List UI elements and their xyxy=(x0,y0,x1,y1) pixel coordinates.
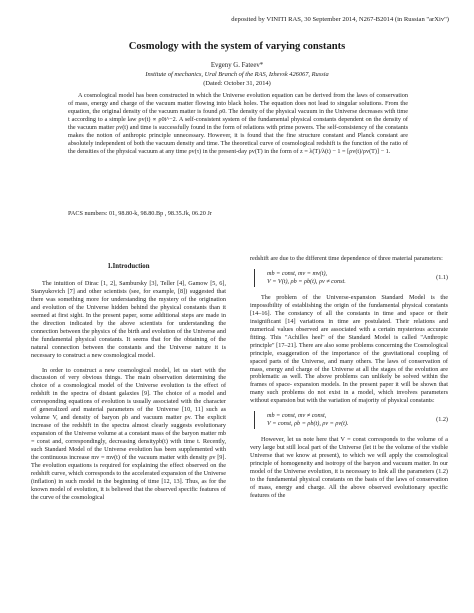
equation-body xyxy=(261,412,428,429)
paragraph: In order to construct a new cosmological model, let us start with the discussion of very obvious things. The main observation determining the choice of a cosmological model of the Universe evolution is the effect of redshift in the spectra of distant galaxies [9]. The choice of a model and corresponding equations of evolution is usually associated with the character of generalized and material parameters of the Universe [10, 11] such as volume V, and density of baryon ρb and vacuum matter ρv. The explicit increase of the redshift in the spectra almost clearly suggests evolutionary expansion of the Universe volume at a constant mass of the baryon matter mb = const and, correspondingly, decreasing densityρb(t) with time t. Recently, such Standard Model of the Universe evolution has been supplemented with the continuous increase mv = mv(t) of the vacuum matter with density ρv [9]. The evolution equations is required for explaining the effect observed on the redshift curve, which corresponds to the accelerated expansion of the Universe (inflation) in such model in the beginning of time [12, 13]. Thus, as for the known model of evolution, it is believed that the observed specific features of the curve of the cosmological xyxy=(31,366,227,501)
paper-title: Cosmology with the system of varying constants xyxy=(128,41,346,52)
section-title: 1.Introduction xyxy=(107,263,150,270)
equation-1-2 xyxy=(250,411,448,429)
pacs-numbers: PACS numbers: 01, 98.80-k, 98.80.Bp , 98.35.Jk, 06.20 Jr xyxy=(68,210,212,217)
equation-bracket xyxy=(254,269,255,287)
equation-body xyxy=(261,270,428,287)
author: Evgeny G. Fateev* xyxy=(210,62,264,69)
equation-1-1 xyxy=(250,269,448,287)
right-column xyxy=(250,255,448,500)
paragraph-gap xyxy=(31,360,226,367)
left-column xyxy=(31,263,226,502)
equation-line: V = const, ρb = ρb(t), ρv = ρv(t). xyxy=(267,420,349,428)
equation-bracket xyxy=(254,411,255,429)
affiliation: Institute of mechanics, Ural Branch of the RAS, Izhevsk 426067, Russia xyxy=(145,71,329,78)
equation-line: mb = const, mv ≠ const, xyxy=(267,411,327,419)
equation-number: (1.1) xyxy=(436,273,448,281)
date-line: (Dated: October 31, 2014) xyxy=(203,80,271,87)
equation-line: mb = const, mv = mv(t), xyxy=(267,269,328,277)
abstract: A cosmological model has been constructed in which the Universe evolution equation can be derived from the laws of conservation of mass, energy and charge of the vacuum matter flowing into black holes. The equation does not lead to singular solutions. From the equation, the original density of the vacuum matter is found ρ0. The density of the physical vacuum in the Universe decreases with time t according to a simple law ρv(t) ∝ ρ0t^−2. A self-consistent system of the fundamental physical constants dependent on the density of the vacuum matter ρv(t) and time is successfully found in the form of relations with prime powers. The self-consistency of the constants makes the notion of anthropic principle unnecessary. However, it is found that the fine structure constant and Planck constant are absolutely independent of both the vacuum density and time. The theoretical curve of cosmological redshift is the function of the ratio of the densities of the physical vacuum at any time ρv(τ) in the present-day ρv(T) in the form of z = λ(T)/λ(t) − 1 = [ρv(t)/ρv(T)] − 1. xyxy=(68,92,408,156)
equation-number: (1.2) xyxy=(436,416,448,424)
paragraph: redshift are due to the different time dependence of three material parameters: xyxy=(250,255,443,262)
deposit-note: deposited by VINITI RAS, 30 September 2014, N267-B2014 (in Russian "arXiv") xyxy=(231,16,449,23)
paragraph: However, let us note here that V = const corresponds to the volume of a very large but still local part of the Universe (let it be the volume of the visible Universe that we know at present), to which we will apply the cosmological principle of homogeneity and isotropy of the baryon and vacuum matter. In our model of the Universe evolution, it is necessary to link all the parameters (1.2) to the fundamental physical constants on the basis of the laws of conservation of mass, energy and charge. All the above observed evolutionary specific features of the xyxy=(250,436,448,499)
paragraph: The problem of the Universe-expansion Standard Model is the impossibility of establishing the origin of the fundamental physical constants [14–16]. The constancy of all the constants in time and space or their insignificant [14] variations in time are postulated. Their relations and numerical values observed are associated with a certain mysterious accurate fitting. This "Achilles heel" of the Standard Model is called "Anthropic principle" [17–21]. There are also some problems concerning the Cosmological principle, exaggeration of the importance of the gravitational coupling of spaced parts of the Universe, and many others. The laws of conservation of mass, energy and charge of the Universe at all the stages of the evolution are problematic as well. The above problems can unlikely be solved within the frames of space- expansion models. In the present paper it will be shown that many such problems do not exist in a model, which involves parameters without expansion but with the variation of majority of physical constants: xyxy=(250,293,448,405)
equation-line: V = V(t), ρb = ρb(t), ρv ≠ const. xyxy=(267,277,346,285)
paragraph: The intuition of Dirac [1, 2], Sambursky [3], Teller [4], Gamow [5, 6], Stanyukovich [7] and other scientists (see, for example, [8]) suggested that there was something more for understanding the mystery of the origination and evolution of the Universe hidden behind the physical constants than it seemed at first sight. In the present paper, some additional steps are made in the direction indicated by the above scientists for understanding the connection between the physics of the birth and evolution of the Universe and the fundamental physical constants. It seems that for the obtaining of the natural connection between the constants and the Universe nature it is necessary to construct a new cosmological model. xyxy=(31,280,226,359)
